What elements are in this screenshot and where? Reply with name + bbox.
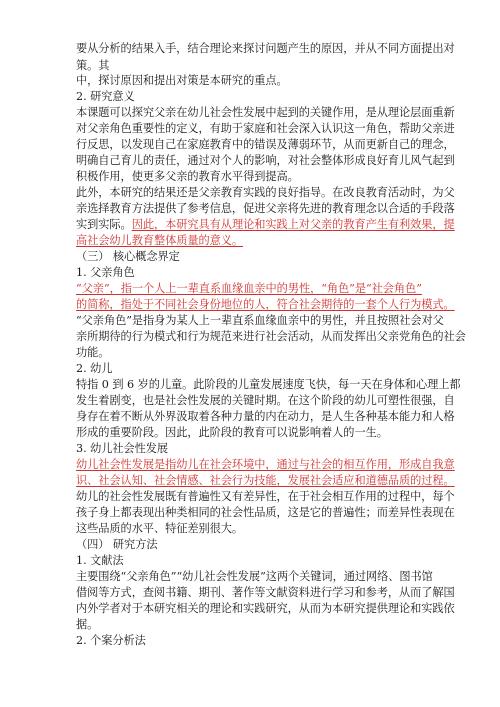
text-line: 积极作用，使更多父亲的教育水平得到提高。	[76, 170, 299, 183]
text-line: 中，探讨原因和提出对策是本研究的重点。	[76, 74, 288, 87]
text-line: 形成的重要阶段。因此，此阶段的教育可以说影响着人的一生。	[76, 426, 388, 439]
text-line: 特指 0 到 6 岁的儿童。此阶段的儿童发展速度飞快，每一天在身体和心理上都	[76, 378, 461, 391]
text-line: 亲所期待的行为模式和行为规范来进行社会活动，从而发挥出父亲党角色的社会	[76, 330, 466, 343]
highlighted-text: 识、社会认知、社会情感、社会行为技能，发展社会适应和道德品质的过程。	[76, 474, 455, 487]
text-line: 孩子身上都表现出种类相同的社会性品质，这是它的普遍性；而差异性表现在	[76, 506, 455, 519]
text-line: 对父亲角色重要性的定义，有助于家庭和社会深入认识这一角色，帮助父亲进	[76, 122, 455, 135]
section-heading: （四） 研究方法	[76, 538, 158, 551]
subsection-heading: 3. 幼儿社会性发展	[76, 442, 169, 455]
text-line: 策。其	[76, 59, 110, 72]
subsection-heading: 1. 父亲角色	[76, 266, 135, 279]
text-line: 行反思，以发现自己在家庭教育中的错误及薄弱环节，从而更新自己的理念，	[76, 138, 455, 151]
text-line: 发生着剧变，也是社会性发展的关键时期。在这个阶段的幼儿可塑性很强，自	[76, 394, 455, 407]
subsection-heading: 2. 幼儿	[76, 362, 113, 375]
text-line: 据。	[76, 618, 99, 631]
text-line: 借阅等方式，查阅书籍、期刊、著作等文献资料进行学习和参考，从而了解国	[76, 586, 455, 599]
text-line: 此外，本研究的结果还是父亲教育实践的良好指导。在改良教育活动时，为父	[76, 186, 455, 199]
section-heading: （三） 核心概念界定	[76, 250, 180, 263]
section-heading: 2. 研究意义	[76, 90, 135, 103]
text-line: 身存在着不断从外界汲取着各种力量的内在动力，是人生各种基本能力和人格	[76, 410, 455, 423]
text-line: 亲选择教育方法提供了参考信息，促进父亲将先进的教育理念以合适的手段落	[76, 202, 455, 215]
subsection-heading: 1. 文献法	[76, 554, 124, 567]
highlighted-text: 幼儿社会性发展是指幼儿在社会环境中，通过与社会的相互作用，形成自我意	[76, 458, 455, 471]
text-line: 明确自己育儿的责任，通过对个人的影响，对社会整体形成良好育儿风气起到	[76, 154, 455, 167]
text-line: 本课题可以探究父亲在幼儿社会性发展中起到的关键作用，是从理论层面重新	[76, 106, 455, 119]
text-line: 幼儿的社会性发展既有普遍性又有差异性，在于社会相互作用的过程中，每个	[76, 490, 455, 503]
subsection-heading: 2. 个案分析法	[76, 634, 146, 647]
text-line: 内外学者对于本研究相关的理论和实践研究，从而为本研究提供理论和实践依	[76, 602, 455, 615]
text-line: 功能。	[76, 346, 110, 359]
text-line: “父亲角色”是指身为某人上一辈直系血缘血亲中的男性，并且按照社会对父	[76, 314, 444, 327]
highlighted-text: 高社会幼儿教育整体质量的意义。	[76, 234, 244, 247]
text-line: 这些品质的水平、特征差别很大。	[76, 522, 244, 535]
text-line: 主要围绕“父亲角色”“幼儿社会性发展”这两个关键词，通过网络、图书馆	[76, 570, 433, 583]
text-line	[76, 217, 455, 232]
highlighted-text: 因此，本研究具有从理论和实践上对父亲的教育产生有利效果，提	[131, 218, 455, 231]
text-line: 要从分析的结果入手，结合理论来探讨问题产生的原因，并从不同方面提出对	[76, 42, 455, 55]
text-run: 实到实际。	[76, 218, 132, 231]
highlighted-text: 的简称，指处于不同社会身份地位的人，符合社会期待的一套个人行为模式。	[76, 298, 455, 311]
highlighted-text: “父亲”，指一个人上一辈直系血缘血亲中的男性，“角色”是“社会角色”	[76, 282, 422, 295]
